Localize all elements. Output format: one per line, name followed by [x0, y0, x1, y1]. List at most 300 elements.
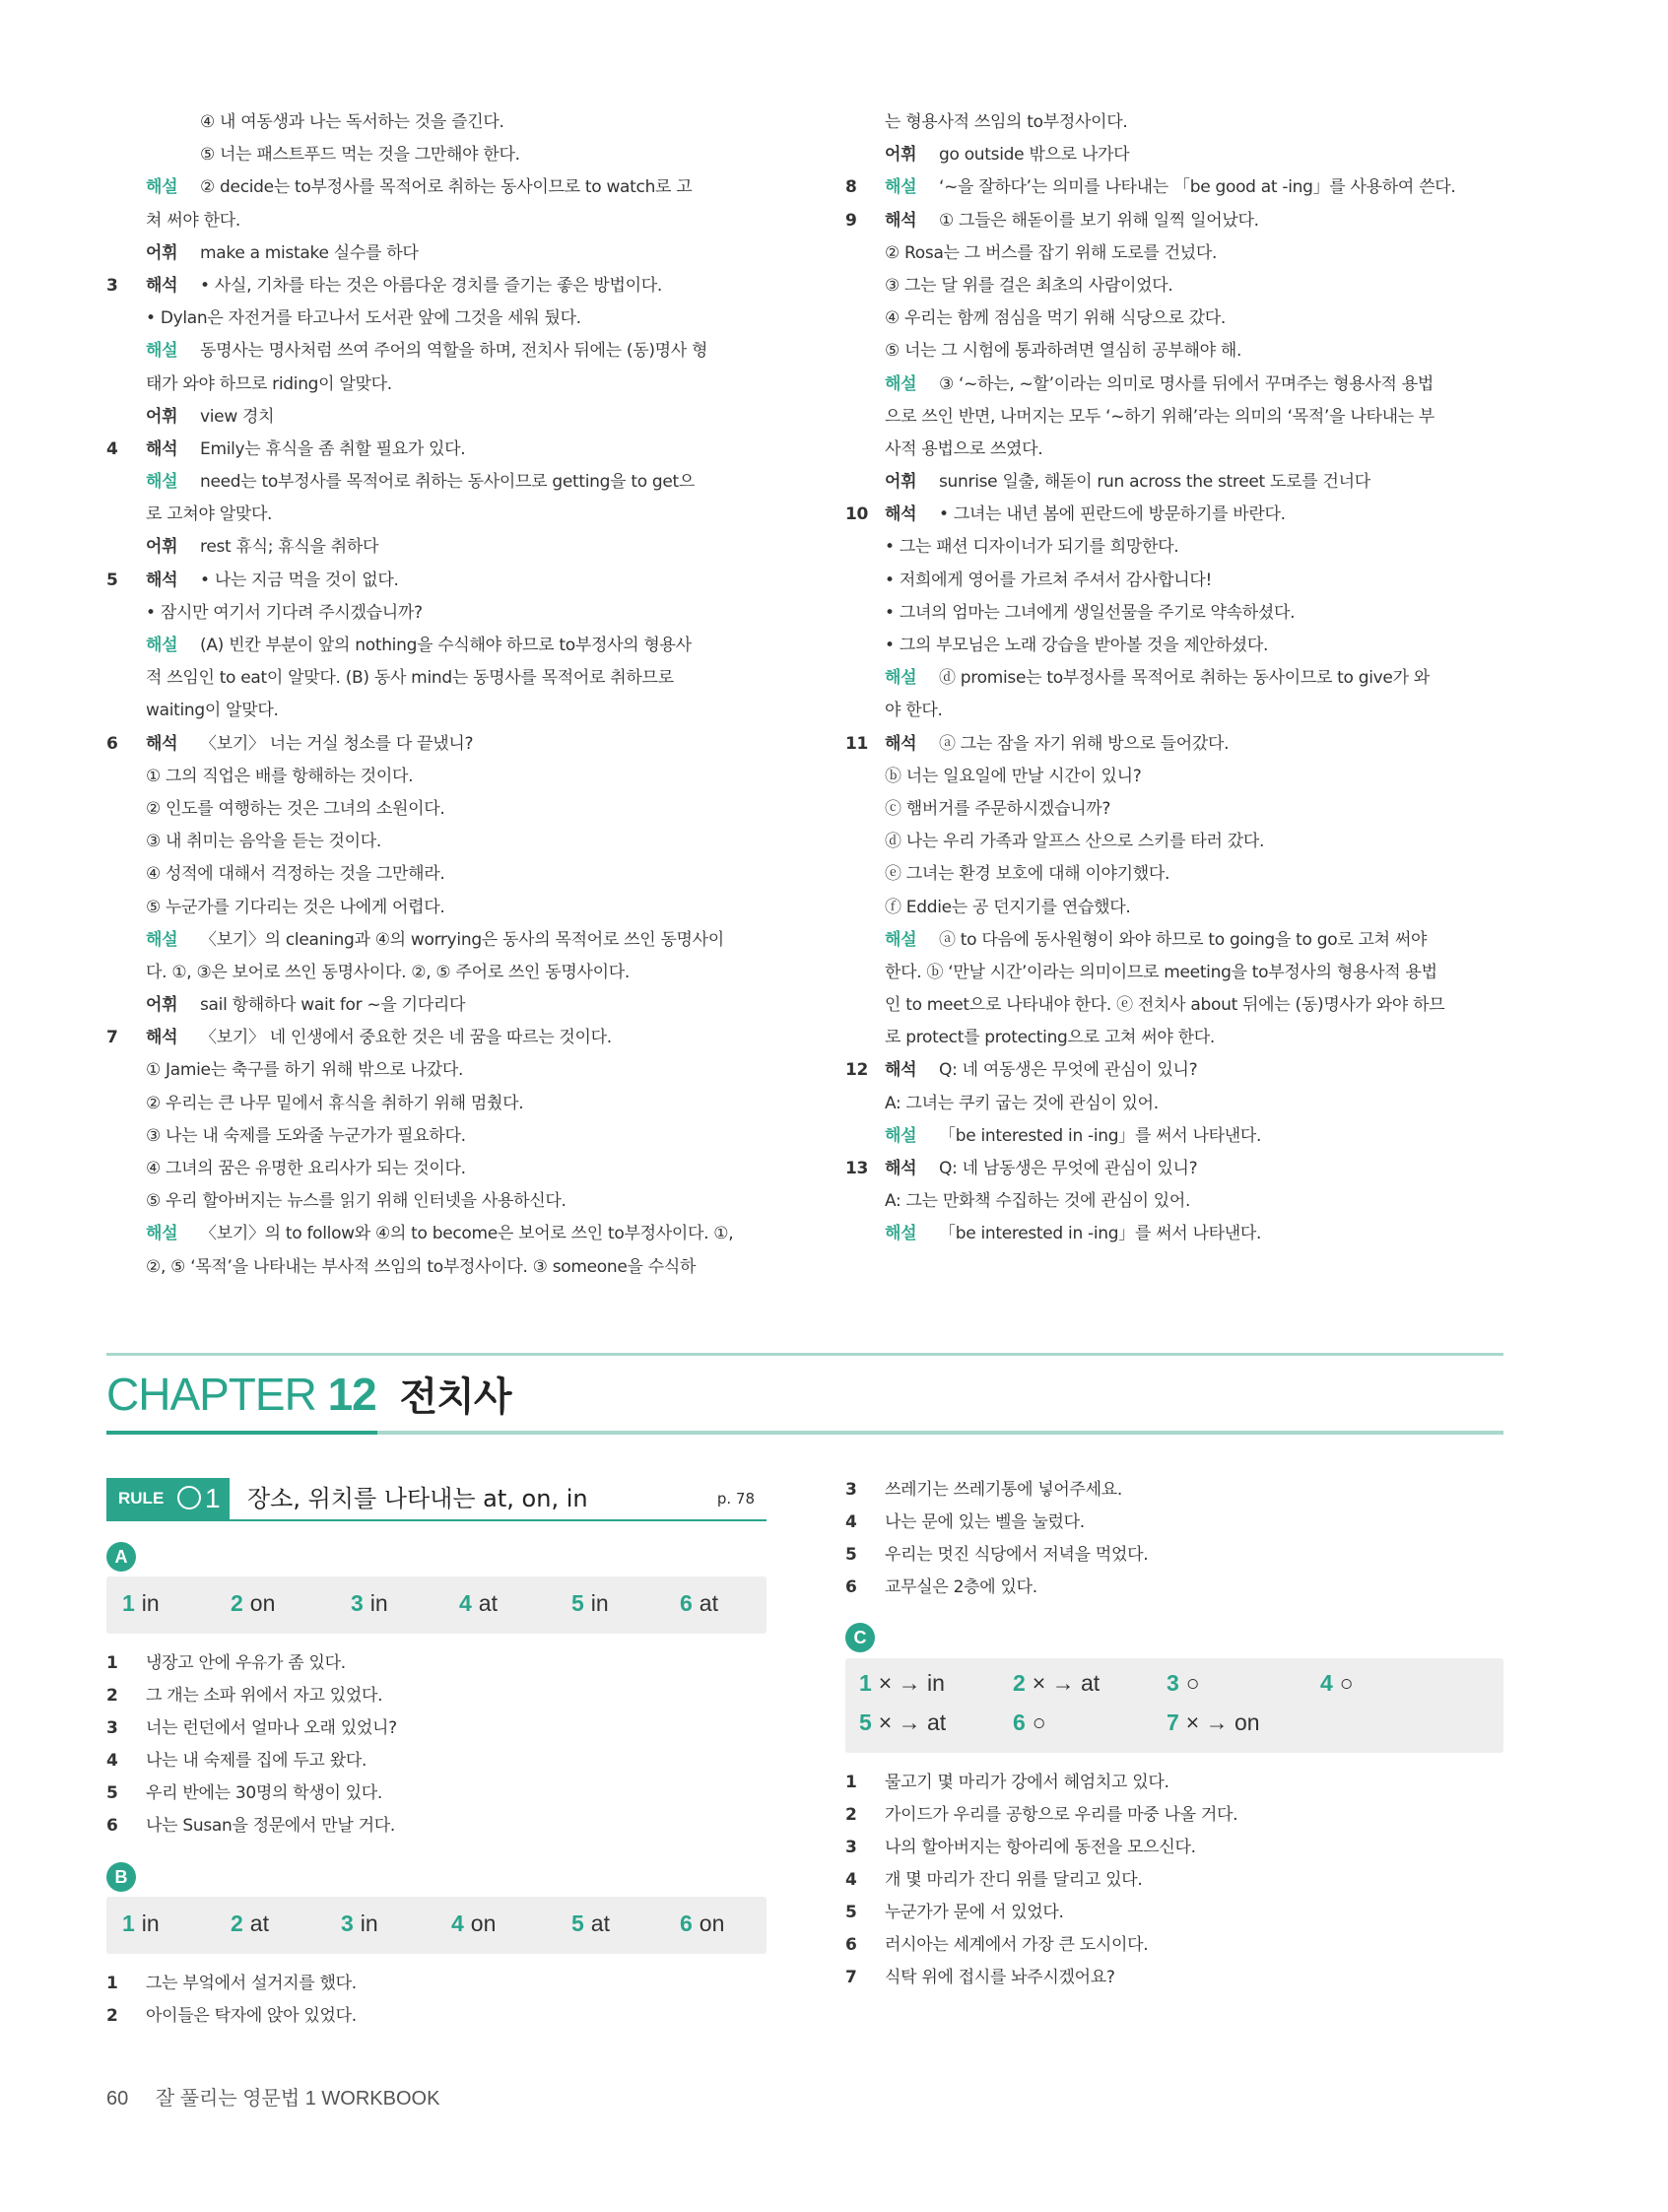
item-number: 7 — [845, 1968, 857, 1987]
answer-item — [341, 1910, 378, 1937]
line-text: 로 protect를 protecting으로 고쳐 써야 한다. — [885, 1028, 1215, 1048]
item-number: 6 — [106, 733, 118, 754]
answer-value: on — [470, 1910, 497, 1936]
line-text: • 그는 패션 디자이너가 되기를 희망한다. — [885, 537, 1179, 558]
item-number: 1 — [106, 1974, 118, 1993]
line-text: 개 몇 마리가 잔디 위를 달리고 있다. — [885, 1870, 1143, 1890]
answer-number: 5 — [571, 1910, 584, 1936]
line-text: ③ 내 취미는 음악을 듣는 것이다. — [146, 832, 382, 852]
answer-number: 2 — [1013, 1670, 1026, 1696]
left-line — [106, 858, 776, 891]
line-text: ① 그의 직업은 배를 항해하는 것이다. — [146, 766, 414, 786]
line-text: 쳐 써야 한다. — [146, 210, 240, 231]
right-line — [845, 761, 1503, 793]
line-text: 다. ①, ③은 보어로 쓰인 동명사이다. ②, ⑤ 주어로 쓰인 동명사이다. — [146, 962, 631, 982]
chapter-number: 12 — [327, 1369, 376, 1420]
book-title: 잘 풀리는 영문법 1 WORKBOOK — [155, 2088, 440, 2110]
left-line — [106, 1185, 776, 1218]
line-text: • 사실, 기차를 타는 것은 아름다운 경치를 즐기는 좋은 방법이다. — [200, 275, 662, 296]
answer-number: 3 — [1167, 1670, 1179, 1696]
answer-item — [571, 1910, 610, 1937]
item-number: 2 — [106, 1686, 118, 1706]
label-explanation: 해설 — [885, 929, 917, 950]
page-number: 60 — [106, 2088, 129, 2110]
right-line — [845, 466, 1503, 499]
left-line — [106, 369, 776, 401]
right-line — [845, 1185, 1503, 1218]
line-text: 너는 런던에서 얼마나 오래 있었니? — [146, 1718, 397, 1738]
line-text: 쓰레기는 쓰레기통에 넣어주세요. — [885, 1480, 1123, 1500]
answer-value: × → on — [1185, 1709, 1260, 1735]
rule-number: 1 — [205, 1483, 221, 1513]
right-line — [845, 139, 1503, 171]
item-number: 4 — [106, 1751, 118, 1771]
right-line — [845, 1218, 1503, 1250]
left-line — [106, 531, 776, 564]
line-text: • 그녀의 엄마는 그녀에게 생일선물을 주기로 약속하셨다. — [885, 602, 1296, 623]
left-line — [106, 499, 776, 531]
line-text: ② decide는 to부정사를 목적어로 취하는 동사이므로 to watch로 고 — [200, 177, 693, 198]
item-number: 2 — [845, 1805, 857, 1825]
line-text: ② Rosa는 그 버스를 잡기 위해 도로를 건넜다. — [885, 242, 1218, 263]
line-text: • 잠시만 여기서 기다려 주시겠습니까? — [146, 602, 423, 623]
item-number: 5 — [845, 1903, 857, 1922]
line-text: 나는 Susan을 정문에서 만날 거다. — [146, 1816, 395, 1836]
line-text: ① Jamie는 축구를 하기 위해 밖으로 나갔다. — [146, 1060, 464, 1081]
item-number: 5 — [106, 570, 118, 590]
right-line — [845, 499, 1503, 531]
line-text: ⑤ 우리 할아버지는 뉴스를 읽기 위해 인터넷을 사용하신다. — [146, 1191, 567, 1212]
answer-value: in — [360, 1910, 378, 1936]
right-line — [845, 1022, 1503, 1054]
item-number: 4 — [845, 1870, 857, 1890]
line-text: • 그녀는 내년 봄에 핀란드에 방문하기를 바란다. — [939, 504, 1286, 525]
label-note: 해석 — [885, 1159, 917, 1178]
answer-number: 4 — [459, 1590, 472, 1616]
label-note: 해석 — [146, 570, 178, 590]
line-text: 로 고쳐야 알맞다. — [146, 504, 273, 525]
answer-value: ○ — [1032, 1709, 1046, 1735]
exercise-line — [845, 1962, 1496, 1994]
line-text: go outside 밖으로 나가다 — [939, 145, 1130, 166]
answer-number: 3 — [351, 1590, 364, 1616]
item-number: 6 — [845, 1577, 857, 1597]
left-line — [106, 662, 776, 695]
left-line — [106, 302, 776, 335]
line-text: ⑤ 너는 그 시험에 통과하려면 열심히 공부해야 해. — [885, 341, 1242, 362]
line-text: 야 한다. — [885, 701, 943, 721]
section-b-answer-box — [106, 1897, 767, 1954]
line-text: ④ 그녀의 꿈은 유명한 요리사가 되는 것이다. — [146, 1159, 466, 1178]
label-note: 어휘 — [885, 472, 917, 493]
answer-item — [1013, 1709, 1046, 1736]
answer-value: at — [590, 1910, 610, 1936]
answer-number: 1 — [859, 1670, 872, 1696]
line-text: ④ 성적에 대해서 걱정하는 것을 그만해라. — [146, 864, 445, 885]
label-explanation: 해설 — [885, 1125, 917, 1146]
label-explanation: 해설 — [146, 636, 178, 655]
left-line — [106, 597, 776, 630]
chapter-accent-bar — [106, 1431, 377, 1435]
line-text: 「be interested in -ing」를 써서 나타낸다. — [939, 1125, 1262, 1146]
chapter-title: 전치사 — [399, 1374, 511, 1420]
left-line — [106, 1120, 776, 1153]
answer-number: 4 — [1320, 1670, 1333, 1696]
line-text: 「be interested in -ing」를 써서 나타낸다. — [939, 1224, 1262, 1244]
label-note: 어휘 — [146, 406, 178, 427]
answer-number: 6 — [1013, 1709, 1026, 1735]
item-number: 6 — [845, 1935, 857, 1955]
answer-number: 3 — [341, 1910, 354, 1936]
item-number: 2 — [106, 2006, 118, 2026]
line-text: 〈보기〉 네 인생에서 중요한 것은 네 꿈을 따르는 것이다. — [200, 1028, 612, 1048]
line-text: rest 휴식; 휴식을 취하다 — [200, 537, 379, 558]
label-explanation: 해설 — [885, 668, 917, 689]
right-line — [845, 826, 1503, 858]
left-column — [106, 106, 776, 1284]
label-note: 해석 — [885, 504, 917, 525]
item-number: 5 — [845, 1545, 857, 1565]
line-text: A: 그는 만화책 수집하는 것에 관심이 있어. — [885, 1191, 1191, 1212]
answer-value: × → at — [878, 1709, 947, 1735]
line-text: 〈보기〉의 to follow와 ④의 to become은 보어로 쓰인 to부정사이다. ①, — [200, 1224, 734, 1244]
left-line — [106, 1218, 776, 1250]
answer-number: 6 — [680, 1590, 693, 1616]
line-text: ② 우리는 큰 나무 밑에서 휴식을 취하기 위해 멈췄다. — [146, 1093, 524, 1113]
line-text: sunrise 일출, 해돋이 run across the street 도로를 건너다 — [939, 472, 1370, 493]
line-text: 〈보기〉 너는 거실 청소를 다 끝냈니? — [200, 733, 474, 754]
item-number: 8 — [845, 177, 857, 198]
line-text: ③ 나는 내 숙제를 도와줄 누군가가 필요하다. — [146, 1125, 466, 1146]
right-line — [845, 662, 1503, 695]
exercise-line — [845, 1572, 1496, 1604]
exercise-line — [845, 1799, 1496, 1832]
exercise-line — [106, 2000, 757, 2033]
answer-item — [859, 1670, 945, 1697]
answer-item — [1167, 1670, 1200, 1697]
exercise-line — [106, 1968, 757, 2000]
line-text: ⓑ 너는 일요일에 만날 시간이 있니? — [885, 766, 1142, 786]
exercise-line — [845, 1864, 1496, 1897]
line-text: • 나는 지금 먹을 것이 없다. — [200, 570, 399, 590]
line-text: ②, ⑤ ‘목적’을 나타내는 부사적 쓰임의 to부정사이다. ③ someone을 수식하 — [146, 1256, 697, 1277]
exercise-line — [845, 1507, 1496, 1539]
left-line — [106, 1251, 776, 1284]
answer-item — [1320, 1670, 1354, 1697]
answer-item — [231, 1910, 269, 1937]
left-line — [106, 1153, 776, 1185]
label-note: 해석 — [885, 733, 917, 754]
answer-value: ○ — [1185, 1670, 1200, 1696]
right-line — [845, 630, 1503, 662]
right-line — [845, 793, 1503, 826]
right-line — [845, 434, 1503, 466]
exercise-line — [845, 1474, 1496, 1507]
line-text: 그는 부엌에서 설거지를 했다. — [146, 1974, 357, 1993]
line-text: Emily는 휴식을 좀 취할 필요가 있다. — [200, 438, 466, 459]
label-explanation: 해설 — [885, 373, 917, 394]
line-text: 동명사는 명사처럼 쓰여 주어의 역할을 하며, 전치사 뒤에는 (동)명사 형 — [200, 341, 708, 362]
left-line — [106, 892, 776, 924]
left-line — [106, 630, 776, 662]
left-line — [106, 924, 776, 957]
left-line — [106, 695, 776, 727]
line-text: make a mistake 실수를 하다 — [200, 242, 419, 263]
line-text: • 그의 부모님은 노래 강습을 받아볼 것을 제안하셨다. — [885, 636, 1269, 655]
right-line — [845, 1120, 1503, 1153]
label-explanation: 해설 — [885, 1224, 917, 1244]
item-number: 4 — [845, 1512, 857, 1532]
item-number: 12 — [845, 1060, 869, 1081]
answer-item — [122, 1910, 160, 1937]
line-text: 그 개는 소파 위에서 자고 있었다. — [146, 1686, 383, 1706]
line-text: 한다. ⓑ ‘만날 시간’이라는 의미이므로 meeting을 to부정사의 형용사적 용법 — [885, 962, 1437, 982]
line-text: 교무실은 2층에 있다. — [885, 1577, 1037, 1597]
right-line — [845, 957, 1503, 989]
answer-value: in — [369, 1590, 388, 1616]
item-number: 1 — [845, 1773, 857, 1792]
left-line — [106, 1022, 776, 1054]
label-explanation: 해설 — [146, 472, 178, 493]
exercise-line — [845, 1929, 1496, 1962]
line-text: ③ ‘~하는, ~할’이라는 의미로 명사를 뒤에서 꾸며주는 형용사적 용법 — [939, 373, 1434, 394]
answer-value: at — [478, 1590, 498, 1616]
line-text: waiting이 알맞다. — [146, 701, 279, 721]
line-text: 냉장고 안에 우유가 좀 있다. — [146, 1653, 346, 1673]
left-line — [106, 957, 776, 989]
label-note: 어휘 — [885, 145, 917, 166]
answer-number: 1 — [122, 1910, 135, 1936]
right-line — [845, 1153, 1503, 1185]
left-line — [106, 106, 776, 139]
line-text: ⓐ 그는 잠을 자기 위해 방으로 들어갔다. — [939, 733, 1230, 754]
label-explanation: 해설 — [146, 1224, 178, 1244]
line-text: 식탁 위에 접시를 놔주시겠어요? — [885, 1968, 1115, 1987]
answer-number: 4 — [451, 1910, 464, 1936]
line-text: 나는 문에 있는 벨을 눌렀다. — [885, 1512, 1085, 1532]
right-line — [845, 335, 1503, 368]
item-number: 10 — [845, 504, 869, 525]
left-line — [106, 1054, 776, 1087]
item-number: 3 — [845, 1838, 857, 1857]
answer-number: 2 — [231, 1910, 243, 1936]
answer-value: × → at — [1032, 1670, 1101, 1696]
right-line — [845, 531, 1503, 564]
line-text: 는 형용사적 쓰임의 to부정사이다. — [885, 112, 1128, 132]
left-line — [106, 826, 776, 858]
rule-page-ref: p. 78 — [716, 1490, 755, 1508]
item-number: 3 — [106, 275, 118, 296]
page-footer — [106, 2082, 439, 2111]
right-line — [845, 565, 1503, 597]
item-number: 9 — [845, 210, 857, 231]
line-text: ⓓ 나는 우리 가족과 알프스 산으로 스키를 타러 갔다. — [885, 832, 1265, 852]
answer-item — [351, 1590, 388, 1617]
answer-value: in — [141, 1590, 160, 1616]
line-text: 적 쓰임인 to eat이 알맞다. (B) 동사 mind는 동명사를 목적어로 취하므로 — [146, 668, 674, 689]
line-text: 으로 쓰인 반면, 나머지는 모두 ‘~하기 위해’라는 의미의 ‘목적’을 나타내는 부 — [885, 406, 1435, 427]
right-line — [845, 1088, 1503, 1120]
right-column — [845, 106, 1503, 1251]
chapter-heading — [106, 1365, 510, 1424]
line-text: 물고기 몇 마리가 강에서 헤엄치고 있다. — [885, 1773, 1169, 1792]
left-line — [106, 139, 776, 171]
line-text: need는 to부정사를 목적어로 취하는 동사이므로 getting을 to get으 — [200, 472, 696, 493]
item-number: 3 — [106, 1718, 118, 1738]
left-line — [106, 728, 776, 761]
right-line — [845, 597, 1503, 630]
answer-value: on — [249, 1590, 276, 1616]
answer-item — [571, 1590, 609, 1617]
right-line — [845, 171, 1503, 204]
right-line — [845, 106, 1503, 139]
exercise-line — [106, 1712, 757, 1745]
line-text: sail 항해하다 wait for ~을 기다리다 — [200, 995, 466, 1016]
left-line — [106, 205, 776, 237]
answer-item — [122, 1590, 160, 1617]
right-line — [845, 369, 1503, 401]
right-line — [845, 1054, 1503, 1087]
line-text: ④ 내 여동생과 나는 독서하는 것을 즐긴다. — [200, 112, 504, 132]
item-number: 3 — [845, 1480, 857, 1500]
line-text: 인 to meet으로 나타내야 한다. ⓔ 전치사 about 뒤에는 (동)명사가 와야 하므 — [885, 995, 1445, 1016]
answer-number: 6 — [680, 1910, 693, 1936]
exercise-line — [845, 1767, 1496, 1799]
label-note: 어휘 — [146, 537, 178, 558]
left-line — [106, 335, 776, 368]
exercise-line — [845, 1832, 1496, 1864]
item-number: 1 — [106, 1653, 118, 1673]
line-text: ⓔ 그녀는 환경 보호에 대해 이야기했다. — [885, 864, 1170, 885]
line-text: A: 그녀는 쿠키 굽는 것에 관심이 있어. — [885, 1093, 1159, 1113]
left-line — [106, 793, 776, 826]
answer-value: ○ — [1339, 1670, 1354, 1696]
line-text: 러시아는 세계에서 가장 큰 도시이다. — [885, 1935, 1149, 1955]
line-text: ⓕ Eddie는 공 던지기를 연습했다. — [885, 897, 1131, 917]
line-text: 가이드가 우리를 공항으로 우리를 마중 나올 거다. — [885, 1805, 1238, 1825]
answer-value: in — [141, 1910, 160, 1936]
answer-item — [680, 1910, 724, 1937]
right-line — [845, 237, 1503, 270]
label-explanation: 해설 — [146, 177, 178, 198]
right-line — [845, 205, 1503, 237]
line-text: ⑤ 너는 패스트푸드 먹는 것을 그만해야 한다. — [200, 145, 520, 166]
exercise-line — [845, 1897, 1496, 1929]
right-line — [845, 302, 1503, 335]
line-text: 아이들은 탁자에 앉아 있었다. — [146, 2006, 357, 2026]
answer-item — [680, 1590, 718, 1617]
label-note: 해석 — [146, 275, 178, 296]
label-note: 해석 — [885, 1060, 917, 1081]
left-line — [106, 171, 776, 204]
exercise-line — [106, 1745, 757, 1777]
line-text: Q: 네 여동생은 무엇에 관심이 있니? — [939, 1060, 1198, 1081]
answer-value: at — [699, 1590, 718, 1616]
item-number: 7 — [106, 1028, 118, 1048]
section-b-badge: B — [106, 1862, 136, 1892]
right-line — [845, 892, 1503, 924]
exercise-line — [106, 1647, 757, 1680]
left-line — [106, 989, 776, 1022]
label-note: 해석 — [146, 733, 178, 754]
answer-item — [459, 1590, 498, 1617]
exercise-line — [106, 1810, 757, 1843]
line-text: ⑤ 누군가를 기다리는 것은 나에게 어렵다. — [146, 897, 445, 917]
answer-number: 1 — [122, 1590, 135, 1616]
answer-item — [231, 1590, 275, 1617]
right-line — [845, 270, 1503, 302]
left-line — [106, 401, 776, 434]
section-c-badge: C — [845, 1623, 875, 1652]
left-line — [106, 270, 776, 302]
answer-value: at — [249, 1910, 269, 1936]
line-text: (A) 빈칸 부분이 앞의 nothing을 수식해야 하므로 to부정사의 형용사 — [200, 636, 692, 655]
answer-number: 2 — [231, 1590, 243, 1616]
left-line — [106, 761, 776, 793]
answer-value: on — [699, 1910, 725, 1936]
line-text: ② 인도를 여행하는 것은 그녀의 소원이다. — [146, 798, 445, 819]
rule-header — [106, 1478, 767, 1521]
exercise-line — [106, 1680, 757, 1712]
item-number: 5 — [106, 1783, 118, 1803]
right-line — [845, 858, 1503, 891]
label-note: 어휘 — [146, 242, 178, 263]
line-text: Q: 네 남동생은 무엇에 관심이 있니? — [939, 1159, 1198, 1178]
item-number: 11 — [845, 733, 869, 754]
line-text: 우리 반에는 30명의 학생이 있다. — [146, 1783, 383, 1803]
left-line — [106, 434, 776, 466]
section-a-badge: A — [106, 1542, 136, 1572]
label-note: 해석 — [146, 1028, 178, 1048]
line-text: 〈보기〉의 cleaning과 ④의 worrying은 동사의 목적어로 쓰인 동명사이 — [200, 929, 724, 950]
line-text: 누군가가 문에 서 있었다. — [885, 1903, 1064, 1922]
chapter-divider-top — [106, 1353, 1503, 1356]
exercise-line — [845, 1539, 1496, 1572]
line-text: 사적 용법으로 쓰였다. — [885, 438, 1043, 459]
answer-item — [451, 1910, 496, 1937]
label-explanation: 해설 — [146, 929, 178, 950]
line-text: view 경치 — [200, 406, 275, 427]
line-text: ③ 그는 달 위를 걸은 최초의 사람이었다. — [885, 275, 1173, 296]
line-text: 나의 할아버지는 항아리에 동전을 모으신다. — [885, 1838, 1196, 1857]
right-line — [845, 924, 1503, 957]
line-text: ⓐ to 다음에 동사원형이 와야 하므로 to going을 to go로 고쳐 써야 — [939, 929, 1428, 950]
label-explanation: 해설 — [885, 177, 917, 198]
left-line — [106, 1088, 776, 1120]
right-line — [845, 989, 1503, 1022]
rule-label: RULE — [118, 1489, 165, 1508]
line-text: • Dylan은 자전거를 타고나서 도서관 앞에 그것을 세워 뒀다. — [146, 308, 581, 329]
line-text: 태가 와야 하므로 riding이 알맞다. — [146, 373, 392, 394]
exercise-line — [106, 1777, 757, 1810]
chapter-word: CHAPTER — [106, 1369, 316, 1420]
label-note: 해석 — [146, 438, 178, 459]
right-line — [845, 695, 1503, 727]
line-text: ⓓ promise는 to부정사를 목적어로 취하는 동사이므로 to give가 와 — [939, 668, 1430, 689]
line-text: ④ 우리는 함께 점심을 먹기 위해 식당으로 갔다. — [885, 308, 1226, 329]
answer-number: 5 — [571, 1590, 584, 1616]
label-note: 어휘 — [146, 995, 178, 1016]
section-a-answer-box — [106, 1576, 767, 1634]
answer-item — [1013, 1670, 1100, 1697]
item-number: 13 — [845, 1159, 869, 1178]
right-line — [845, 401, 1503, 434]
line-text: ① 그들은 해돋이를 보기 위해 일찍 일어났다. — [939, 210, 1259, 231]
rule-title: 장소, 위치를 나타내는 at, on, in — [247, 1485, 588, 1512]
left-line — [106, 466, 776, 499]
item-number: 6 — [106, 1816, 118, 1836]
answer-value: × → in — [878, 1670, 945, 1696]
